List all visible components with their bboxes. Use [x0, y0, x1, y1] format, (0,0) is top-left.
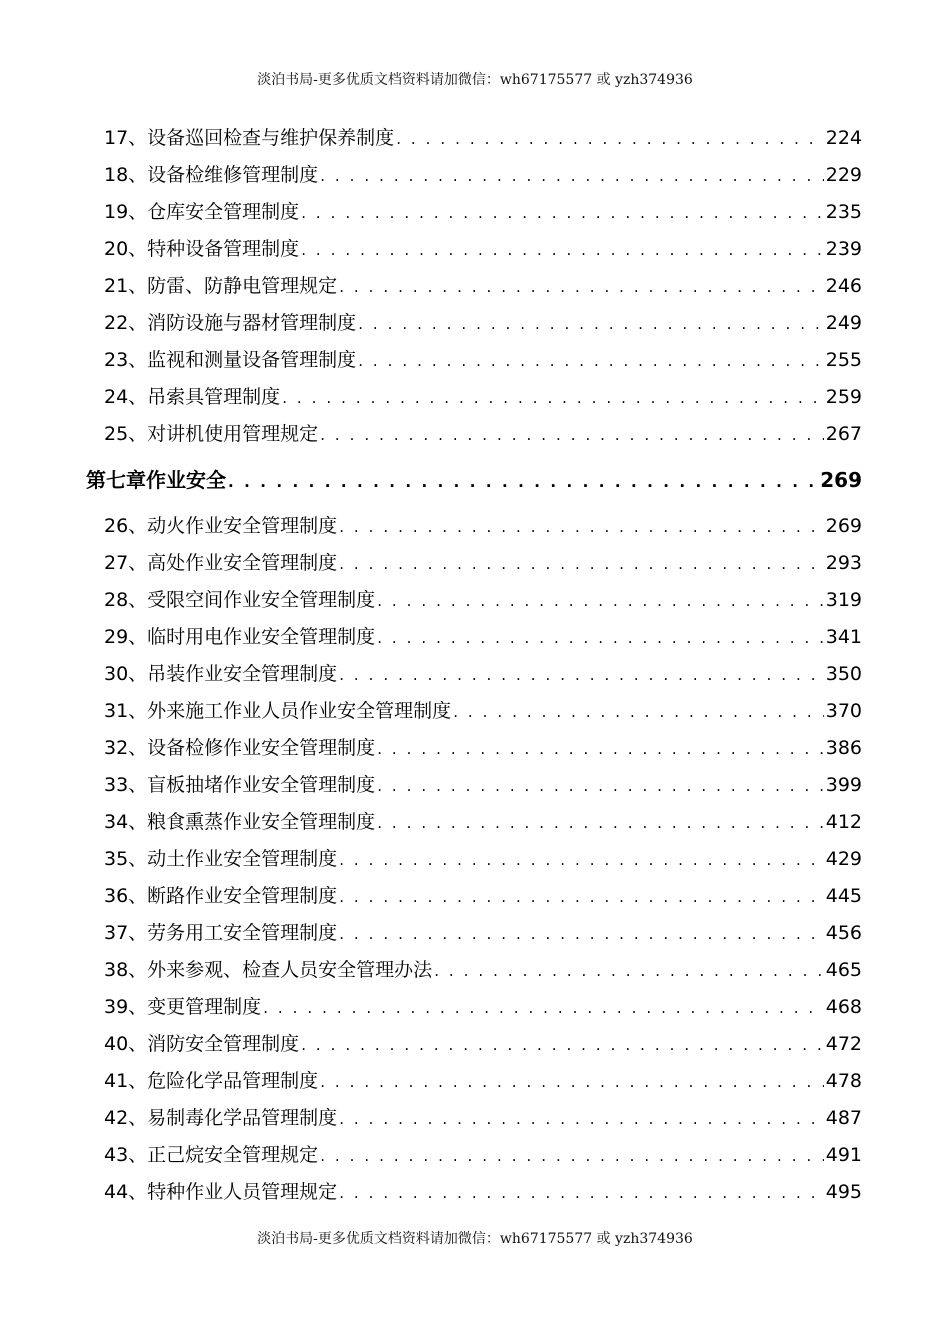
toc-entry-title: 29、临时用电作业安全管理制度 — [104, 626, 376, 648]
toc-entry-page: 235 — [825, 201, 862, 223]
toc-entry[interactable] — [86, 989, 862, 1026]
toc-entry[interactable] — [86, 730, 862, 767]
toc-entry[interactable] — [86, 1174, 862, 1211]
toc-leader-dots — [228, 455, 818, 510]
toc-entry-title: 20、特种设备管理制度 — [104, 238, 300, 260]
toc-leader-dots — [282, 380, 824, 417]
toc-leader-dots — [453, 694, 824, 731]
toc-leader-dots — [339, 1101, 824, 1138]
toc-entry-page: 224 — [825, 127, 862, 149]
toc-entry-page: 239 — [825, 238, 862, 260]
toc-entry-page: 487 — [825, 1107, 862, 1129]
toc-entry-title: 34、粮食熏蒸作业安全管理制度 — [104, 811, 376, 833]
toc-entry-title: 38、外来参观、检查人员安全管理办法 — [104, 959, 433, 981]
toc-leader-dots — [339, 879, 824, 916]
toc-chapter-heading[interactable] — [86, 453, 862, 508]
toc-entry[interactable] — [86, 878, 862, 915]
table-of-contents — [86, 120, 862, 1211]
toc-entry[interactable] — [86, 157, 862, 194]
toc-entry-page: 269 — [825, 515, 862, 537]
toc-leader-dots — [339, 546, 824, 583]
toc-entry[interactable] — [86, 1026, 862, 1063]
toc-entry[interactable] — [86, 268, 862, 305]
toc-entry[interactable] — [86, 693, 862, 730]
toc-leader-dots — [396, 121, 824, 158]
toc-entry-title: 41、危险化学品管理制度 — [104, 1070, 319, 1092]
toc-entry[interactable] — [86, 194, 862, 231]
page-header: 淡泊书局-更多优质文档资料请加微信：wh67175577 或 yzh374936 — [257, 72, 693, 88]
toc-entry-title: 17、设备巡回检查与维护保养制度 — [104, 127, 395, 149]
toc-entry-title: 28、受限空间作业安全管理制度 — [104, 589, 376, 611]
toc-entry[interactable] — [86, 952, 862, 989]
toc-entry-page: 370 — [825, 700, 862, 722]
toc-leader-dots — [339, 509, 824, 546]
toc-entry-title: 21、防雷、防静电管理规定 — [104, 275, 338, 297]
toc-entry-title: 39、变更管理制度 — [104, 996, 262, 1018]
toc-entry[interactable] — [86, 619, 862, 656]
toc-entry-page: 412 — [825, 811, 862, 833]
toc-entry-page: 456 — [825, 922, 862, 944]
toc-leader-dots — [301, 195, 824, 232]
toc-entry-page: 386 — [825, 737, 862, 759]
toc-leader-dots — [358, 306, 824, 343]
toc-entry-title: 24、吊索具管理制度 — [104, 386, 281, 408]
toc-leader-dots — [320, 1138, 824, 1175]
toc-entry[interactable] — [86, 379, 862, 416]
toc-entry-title: 22、消防设施与器材管理制度 — [104, 312, 357, 334]
toc-entry[interactable] — [86, 416, 862, 453]
toc-entry-title: 25、对讲机使用管理规定 — [104, 423, 319, 445]
toc-leader-dots — [434, 953, 824, 990]
toc-entry-title: 37、劳务用工安全管理制度 — [104, 922, 338, 944]
toc-entry-page: 319 — [825, 589, 862, 611]
toc-entry-title: 26、动火作业安全管理制度 — [104, 515, 338, 537]
toc-entry-page: 293 — [825, 552, 862, 574]
toc-entry-title: 31、外来施工作业人员作业安全管理制度 — [104, 700, 452, 722]
toc-entry-page: 429 — [825, 848, 862, 870]
toc-leader-dots — [377, 805, 824, 842]
toc-entry-page: 341 — [825, 626, 862, 648]
toc-entry[interactable] — [86, 915, 862, 952]
toc-entry-page: 445 — [825, 885, 862, 907]
toc-entry-page: 495 — [825, 1181, 862, 1203]
toc-entry-title: 33、盲板抽堵作业安全管理制度 — [104, 774, 376, 796]
toc-entry-title: 18、设备检维修管理制度 — [104, 164, 319, 186]
page-footer: 淡泊书局-更多优质文档资料请加微信：wh67175577 或 yzh374936 — [257, 1231, 693, 1247]
toc-entry-page: 491 — [825, 1144, 862, 1166]
toc-entry[interactable] — [86, 120, 862, 157]
toc-leader-dots — [377, 768, 824, 805]
toc-entry-page: 246 — [825, 275, 862, 297]
toc-leader-dots — [339, 269, 824, 306]
toc-entry-page: 472 — [825, 1033, 862, 1055]
toc-entry[interactable] — [86, 582, 862, 619]
toc-leader-dots — [339, 842, 824, 879]
toc-entry-page: 259 — [825, 386, 862, 408]
toc-entry-title: 44、特种作业人员管理规定 — [104, 1181, 338, 1203]
toc-entry[interactable] — [86, 841, 862, 878]
toc-entry-page: 468 — [825, 996, 862, 1018]
toc-entry-title: 40、消防安全管理制度 — [104, 1033, 300, 1055]
toc-entry[interactable] — [86, 767, 862, 804]
toc-leader-dots — [339, 1175, 824, 1212]
toc-leader-dots — [339, 657, 824, 694]
toc-entry[interactable] — [86, 1063, 862, 1100]
toc-entry-title: 32、设备检修作业安全管理制度 — [104, 737, 376, 759]
toc-entry[interactable] — [86, 545, 862, 582]
toc-leader-dots — [339, 916, 824, 953]
toc-leader-dots — [263, 990, 824, 1027]
toc-chapter-page: 269 — [820, 468, 862, 492]
toc-leader-dots — [377, 583, 824, 620]
toc-entry-page: 478 — [825, 1070, 862, 1092]
toc-leader-dots — [358, 343, 824, 380]
toc-entry-title: 36、断路作业安全管理制度 — [104, 885, 338, 907]
toc-entry[interactable] — [86, 508, 862, 545]
toc-entry-page: 229 — [825, 164, 862, 186]
toc-entry-page: 255 — [825, 349, 862, 371]
toc-entry-title: 35、动土作业安全管理制度 — [104, 848, 338, 870]
toc-entry-page: 350 — [825, 663, 862, 685]
toc-leader-dots — [377, 731, 824, 768]
toc-entry-page: 249 — [825, 312, 862, 334]
toc-entry[interactable] — [86, 305, 862, 342]
toc-leader-dots — [301, 232, 824, 269]
toc-chapter-title: 第七章作业安全 — [86, 468, 226, 492]
toc-entry-title: 43、正己烷安全管理规定 — [104, 1144, 319, 1166]
toc-leader-dots — [320, 158, 824, 195]
toc-entry-title: 23、监视和测量设备管理制度 — [104, 349, 357, 371]
toc-entry[interactable] — [86, 656, 862, 693]
toc-entry[interactable] — [86, 1100, 862, 1137]
toc-entry-title: 27、高处作业安全管理制度 — [104, 552, 338, 574]
toc-entry[interactable] — [86, 342, 862, 379]
toc-entry-page: 267 — [825, 423, 862, 445]
toc-entry-page: 465 — [825, 959, 862, 981]
toc-entry[interactable] — [86, 1137, 862, 1174]
toc-leader-dots — [377, 620, 824, 657]
toc-entry-page: 399 — [825, 774, 862, 796]
toc-entry[interactable] — [86, 231, 862, 268]
toc-entry[interactable] — [86, 804, 862, 841]
toc-leader-dots — [301, 1027, 824, 1064]
toc-entry-title: 19、仓库安全管理制度 — [104, 201, 300, 223]
toc-entry-title: 42、易制毒化学品管理制度 — [104, 1107, 338, 1129]
toc-leader-dots — [320, 1064, 824, 1101]
toc-leader-dots — [320, 417, 824, 454]
toc-entry-title: 30、吊装作业安全管理制度 — [104, 663, 338, 685]
